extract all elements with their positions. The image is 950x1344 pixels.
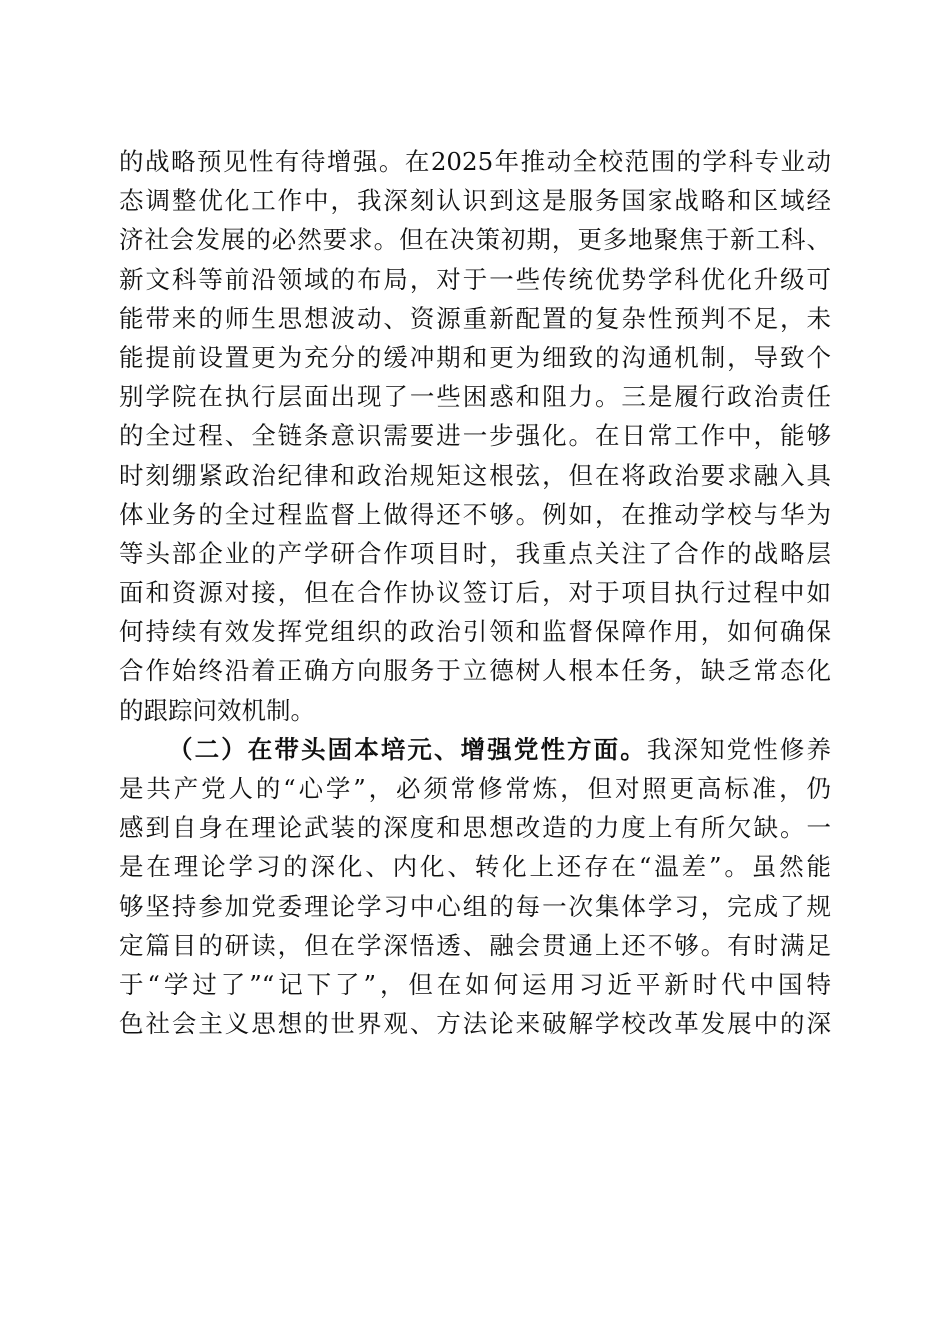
text-line: 面和资源对接，但在合作协议签订后，对于项目执行过程中如: [119, 578, 831, 608]
text-line: 何持续有效发挥党组织的政治引领和监督保障作用，如何确保: [119, 617, 831, 647]
text-line: 色社会主义思想的世界观、方法论来破解学校改革发展中的深: [119, 1009, 831, 1039]
text-line: 能带来的师生思想波动、资源重新配置的复杂性预判不足，未: [119, 303, 831, 333]
text-line: 新文科等前沿领域的布局，对于一些传统优势学科优化升级可: [119, 264, 831, 294]
text-line: 的战略预见性有待增强。在2025年推动全校范围的学科专业动: [119, 147, 831, 176]
text-line: 的全过程、全链条意识需要进一步强化。在日常工作中，能够: [119, 421, 831, 451]
paragraph-1: [119, 142, 831, 730]
section-heading-line: [119, 730, 831, 769]
section-heading: （二）在带头固本培元、增强党性方面。: [168, 734, 647, 764]
text-line: 时刻绷紧政治纪律和政治规矩这根弦，但在将政治要求融入具: [119, 460, 831, 490]
text-line: 感到自身在理论武装的深度和思想改造的力度上有所欠缺。一: [119, 813, 831, 843]
text-line: 合作始终沿着正确方向服务于立德树人根本任务，缺乏常态化: [119, 656, 831, 686]
text-line: 于“学过了”“记下了”，但在如何运用习近平新时代中国特: [119, 969, 831, 999]
text-line: 是共产党人的“心学”，必须常修常炼，但对照更高标准，仍: [119, 774, 831, 803]
text-line: 济社会发展的必然要求。但在决策初期，更多地聚焦于新工科、: [119, 225, 831, 255]
body-text: [119, 142, 831, 1043]
text-run: 我深知党性修养: [646, 734, 831, 764]
text-line: 够坚持参加党委理论学习中心组的每一次集体学习，完成了规: [119, 891, 831, 921]
text-line: 态调整优化工作中，我深刻认识到这是服务国家战略和区域经: [119, 186, 831, 216]
paragraph-2: [119, 730, 831, 1044]
text-line: 能提前设置更为充分的缓冲期和更为细致的沟通机制，导致个: [119, 342, 831, 372]
text-line: 等头部企业的产学研合作项目时，我重点关注了合作的战略层: [119, 538, 831, 568]
text-line: 体业务的全过程监督上做得还不够。例如，在推动学校与华为: [119, 499, 831, 529]
text-line: 定篇目的研读，但在学深悟透、融会贯通上还不够。有时满足: [119, 930, 831, 960]
text-line: 的跟踪问效机制。: [119, 695, 315, 725]
text-line: 别学院在执行层面出现了一些困惑和阻力。三是履行政治责任: [119, 382, 831, 412]
text-line: 是在理论学习的深化、内化、转化上还存在“温差”。虽然能: [119, 852, 831, 882]
